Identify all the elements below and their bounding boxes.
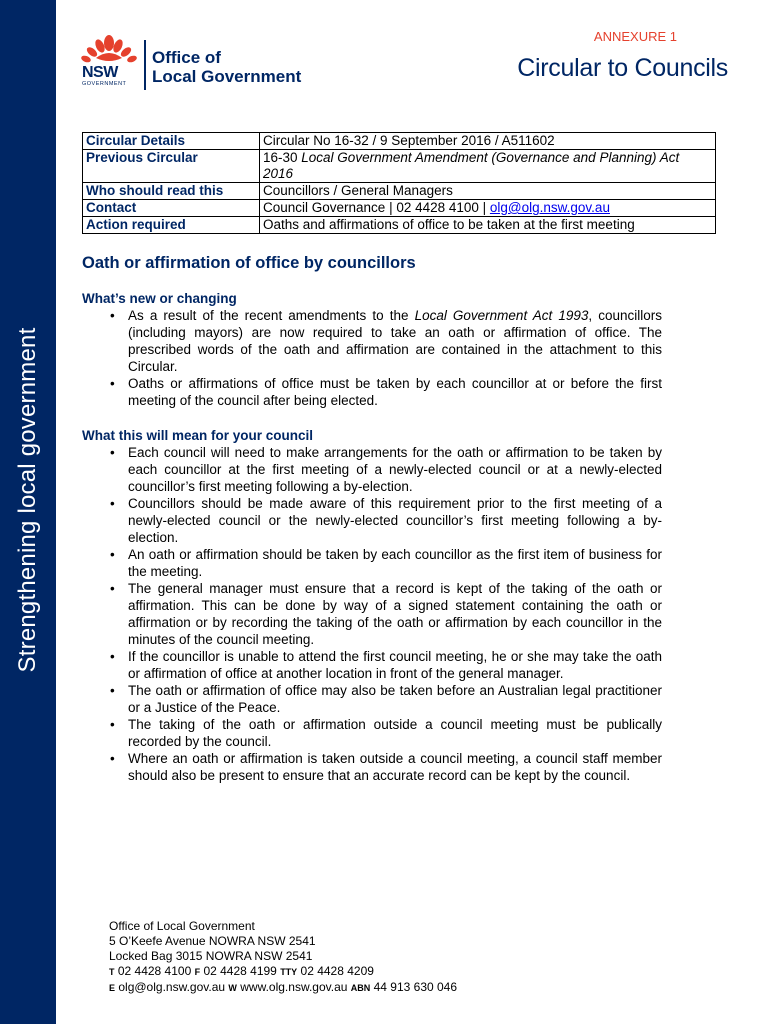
annexure-label: ANNEXURE 1 [593, 29, 677, 44]
table-row [83, 200, 716, 217]
footer-web-line [109, 980, 457, 996]
row-label: Previous Circular [83, 150, 260, 183]
logo-nsw-text: NSW [82, 64, 118, 81]
row-value-italic: Local Government Amendment (Governance and Planning) Act 2016 [263, 150, 680, 181]
table-row [83, 150, 716, 183]
row-value [260, 200, 716, 217]
footer-line: Office of Local Government [109, 919, 255, 933]
tty-value: 02 4428 4209 [300, 964, 374, 978]
section-heading: What’s new or changing [82, 291, 237, 306]
row-label: Circular Details [83, 133, 260, 150]
logo-org-name: Office of Local Government [152, 48, 302, 86]
row-label: Who should read this [83, 183, 260, 200]
table-row [83, 133, 716, 150]
row-label: Contact [83, 200, 260, 217]
contact-email-link[interactable]: olg@olg.nsw.gov.au [489, 200, 610, 215]
list-item-text: As a result of the recent amendments to the [128, 308, 415, 323]
list-item: • The oath or affirmation of office may also be taken before an Australian legal practitioner or a Justice of the Peace. [128, 682, 662, 716]
list-item: • Each council will need to make arrangements for the oath or affirmation to be taken by each councillor at the first meeting of a newly-elected council or at a newly-elected councillor’s first meeting following a by-election. [128, 444, 662, 495]
abn-label: ABN [350, 983, 371, 993]
fax-label: F [194, 967, 201, 977]
web-value: www.olg.nsw.gov.au [240, 980, 348, 994]
row-label: Action required [83, 217, 260, 234]
list-item: • If the councillor is unable to attend the first council meeting, he or she may take the oath or affirmation of office at another location in front of the general manager. [128, 648, 662, 682]
logo-government-text: GOVERNMENT [82, 81, 127, 87]
circular-details-table [82, 132, 716, 234]
contact-text: Council Governance | 02 4428 4100 | [263, 200, 490, 215]
list-item [128, 307, 662, 375]
nsw-logo [78, 34, 348, 94]
row-value-prefix: 16-30 [263, 150, 302, 165]
phone-value: 02 4428 4100 [117, 964, 192, 978]
email-label: E [109, 983, 116, 993]
tty-label: TTY [280, 967, 298, 977]
sidebar-tagline: Strengthening local government [14, 327, 41, 673]
main-heading: Oath or affirmation of office by councillors [82, 254, 416, 272]
web-label: W [228, 983, 237, 993]
row-value: Circular No 16-32 / 9 September 2016 / A511602 [260, 133, 716, 150]
table-row [83, 217, 716, 234]
row-value [260, 150, 716, 183]
logo-divider [144, 40, 146, 90]
list-item: • An oath or affirmation should be taken by each councillor as the first item of business for the meeting. [128, 546, 662, 580]
row-value: Oaths and affirmations of office to be taken at the first meeting [260, 217, 716, 234]
document-title: Circular to Councils [517, 54, 728, 82]
list-item: • The taking of the oath or affirmation outside a council meeting must be publically recorded by the council. [128, 716, 662, 750]
table-row [83, 183, 716, 200]
list-item: • Councillors should be made aware of this requirement prior to the first meeting of a newly-elected council or the newly-elected councillor’s first meeting following a by-election. [128, 495, 662, 546]
abn-value: 44 913 630 046 [373, 980, 458, 994]
section-heading: What this will mean for your council [82, 428, 314, 443]
row-value: Councillors / General Managers [260, 183, 716, 200]
what-this-means-section [82, 427, 662, 784]
email-value: olg@olg.nsw.gov.au [118, 980, 226, 994]
footer-line: Locked Bag 3015 NOWRA NSW 2541 [109, 949, 313, 963]
footer-contact [109, 919, 457, 996]
list-item: • The general manager must ensure that a record is kept of the taking of the oath or affirmation. This can be done by way of a signed statement containing the oath or affirmation or by recording the taking of the oath or affirmation by each councillor in the minutes of the council meeting. [128, 580, 662, 648]
list-item: • Oaths or affirmations of office must be taken by each councillor at or before the first meeting of the council after being elected. [128, 375, 662, 409]
whats-new-section [82, 290, 662, 409]
phone-label: T [109, 967, 115, 977]
fax-value: 02 4428 4199 [203, 964, 277, 978]
bullet-list [82, 307, 662, 409]
sidebar [0, 0, 56, 1024]
bullet-list [82, 444, 662, 784]
list-item-italic: Local Government Act 1993 [414, 308, 589, 323]
list-item-text: , councillors (including mayors) are now required to take an oath or affirmation of office. The prescribed words of the oath and affirmation are contained in the attachment to this Circular. [128, 308, 662, 374]
footer-line: 5 O’Keefe Avenue NOWRA NSW 2541 [109, 934, 316, 948]
footer-phone-line [109, 964, 457, 980]
list-item: • Where an oath or affirmation is taken outside a council meeting, a council staff member should also be present to ensure that an accurate record can be kept by the council. [128, 750, 662, 784]
